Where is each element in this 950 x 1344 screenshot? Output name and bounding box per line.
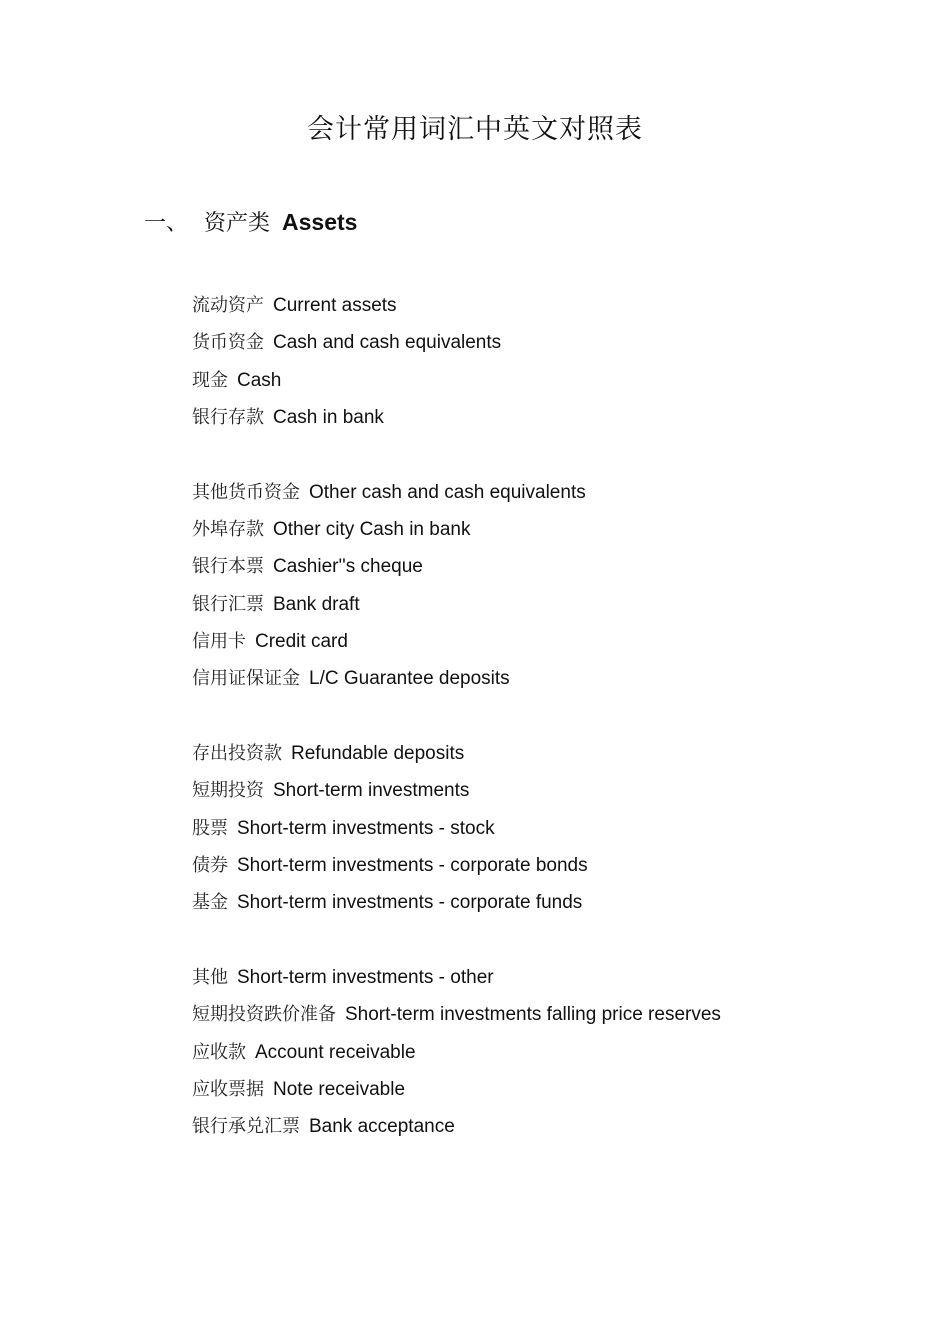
- term-en: Note receivable: [273, 1079, 406, 1100]
- term-en: Short-term investments - stock: [237, 818, 495, 839]
- term-en: Short-term investments: [273, 780, 470, 801]
- term-en: L/C Guarantee deposits: [309, 668, 510, 689]
- term-zh: 存出投资款: [192, 743, 282, 764]
- term-zh: 银行存款: [192, 407, 264, 428]
- term-entry: [192, 480, 586, 506]
- term-entry: [192, 368, 281, 394]
- term-zh: 现金: [192, 370, 228, 391]
- term-entry: [192, 1114, 455, 1140]
- term-en: Cashier''s cheque: [273, 556, 423, 577]
- term-zh: 股票: [192, 818, 228, 839]
- term-entry: [192, 853, 588, 879]
- document-title: 会计常用词汇中英文对照表: [307, 114, 643, 145]
- term-zh: 短期投资跌价准备: [192, 1004, 336, 1025]
- term-en: Other cash and cash equivalents: [309, 482, 586, 503]
- term-en: Short-term investments - corporate funds: [237, 892, 583, 913]
- term-entry: [192, 1077, 405, 1103]
- term-zh: 短期投资: [192, 780, 264, 801]
- term-zh: 信用卡: [192, 631, 246, 652]
- term-entry: [192, 330, 501, 356]
- term-entry: [192, 666, 510, 692]
- term-entry: [192, 965, 494, 991]
- term-zh: 信用证保证金: [192, 668, 300, 689]
- term-entry: [192, 629, 348, 655]
- term-entry: [192, 592, 360, 618]
- term-en: Credit card: [255, 631, 348, 652]
- term-entry: [192, 1040, 416, 1066]
- term-zh: 银行本票: [192, 556, 264, 577]
- term-entry: [192, 778, 469, 804]
- term-en: Current assets: [273, 295, 397, 316]
- term-en: Short-term investments falling price reserves: [345, 1004, 721, 1025]
- term-zh: 货币资金: [192, 332, 264, 353]
- section-number: 一、: [144, 211, 189, 236]
- term-en: Cash and cash equivalents: [273, 332, 502, 353]
- term-list: [192, 0, 932, 1344]
- term-entry: [192, 890, 582, 916]
- term-en: Bank draft: [273, 594, 360, 615]
- term-zh: 应收票据: [192, 1079, 264, 1100]
- term-entry: [192, 741, 464, 767]
- term-en: Short-term investments - other: [237, 967, 494, 988]
- term-en: Short-term investments - corporate bonds: [237, 855, 588, 876]
- term-en: Cash in bank: [273, 407, 384, 428]
- term-entry: [192, 405, 384, 431]
- term-en: Cash: [237, 370, 282, 391]
- term-zh: 银行汇票: [192, 594, 264, 615]
- term-en: Other city Cash in bank: [273, 519, 471, 540]
- term-entry: [192, 517, 470, 543]
- term-en: Bank acceptance: [309, 1116, 455, 1137]
- term-zh: 流动资产: [192, 295, 264, 316]
- term-zh: 其他: [192, 967, 228, 988]
- term-en: Account receivable: [255, 1042, 416, 1063]
- term-zh: 债券: [192, 855, 228, 876]
- section-title-en: Assets: [282, 209, 358, 235]
- term-zh: 其他货币资金: [192, 482, 300, 503]
- term-en: Refundable deposits: [291, 743, 465, 764]
- term-entry: [192, 554, 423, 580]
- term-zh: 应收款: [192, 1042, 246, 1063]
- section-title-zh: 资产类: [204, 211, 271, 236]
- term-zh: 银行承兑汇票: [192, 1116, 300, 1137]
- term-entry: [192, 816, 495, 842]
- term-entry: [192, 293, 397, 319]
- term-entry: [192, 1002, 721, 1028]
- term-zh: 基金: [192, 892, 228, 913]
- term-zh: 外埠存款: [192, 519, 264, 540]
